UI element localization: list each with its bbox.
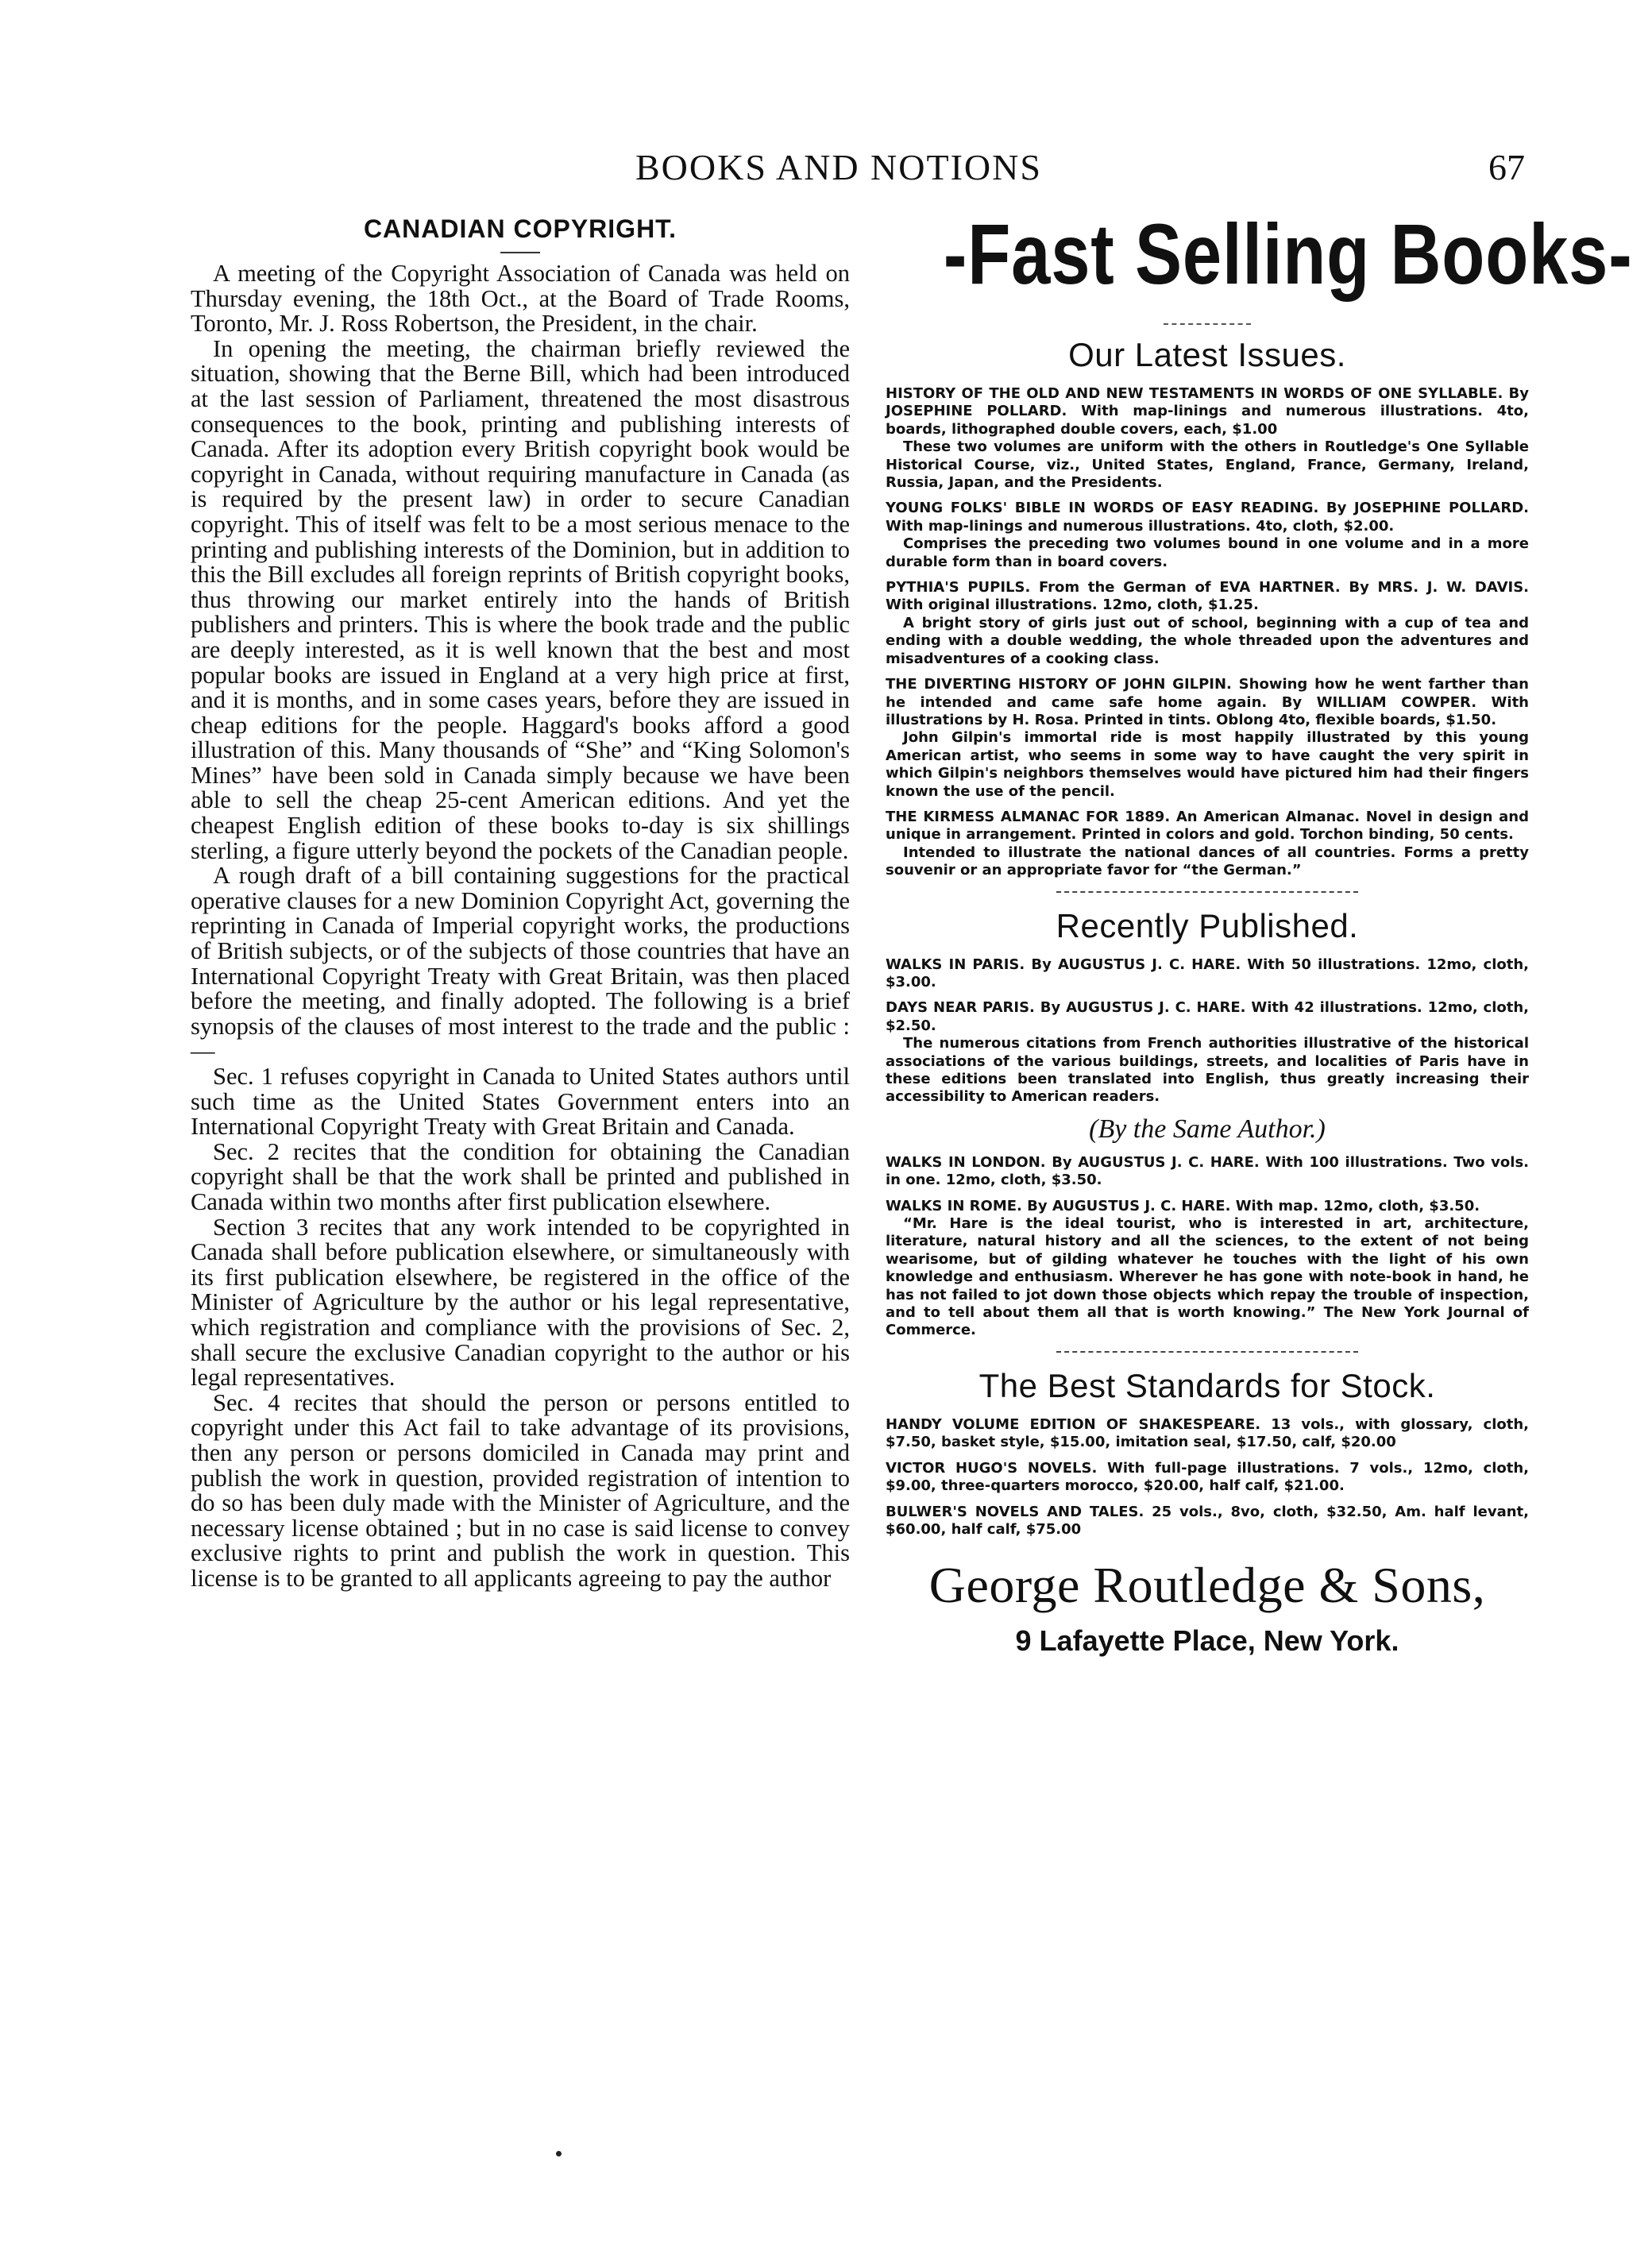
book-description: Intended to illustrate the national dances of all countries. Forms a pretty souvenir or an appropriate favor for “the German.” [886,844,1529,879]
page-mark [556,2151,562,2156]
article-paragraph: A rough draft of a bill containing suggestions for the practical operative clauses for a new Dominion Copyright Act, governing the reprinting in Canada of Imperial copyright works, the productions of British subjects, or of the subjects of those countries that have an International Copyright Treaty with Great Britain, was then placed before the meeting, and finally adopted. The following is a brief synopsis of the clauses of most interest to the trade and the public :— [191,862,850,1065]
latest-issues-list [886,385,1529,880]
book-listing: PYTHIA'S PUPILS. From the German of EVA HARTNER. By MRS. J. W. DAVIS. With original illustrations. 12mo, cloth, $1.25. [886,579,1529,614]
article-paragraph: Section 3 recites that any work intended to be copyrighted in Canada shall before publication elsewhere, or simultaneously with its first publication elsewhere, be registered in the office of the Minister of Agriculture by the author or his legal representative, which registration and compliance with the provisions of Sec. 2, shall secure the exclusive Canadian copyright to the author or his legal representatives. [191,1213,850,1392]
standards-list [886,1416,1529,1539]
page-number: 67 [1488,147,1525,187]
same-author-list [886,1154,1529,1340]
article-heading: CANADIAN COPYRIGHT. [363,214,677,243]
book-listing: THE DIVERTING HISTORY OF JOHN GILPIN. Showing how he went farther than he intended and came safe home again. By WILLIAM COWPER. With illustrations by H. Rosa. Printed in tints. Oblong 4to, flexible boards, $1.50. [886,676,1529,728]
advert-title: -Fast Selling Books- [943,206,1633,302]
book-entry [886,676,1529,801]
book-entry [886,385,1529,492]
same-author-subhead: (By the Same Author.) [1089,1114,1326,1144]
section-title-standards: The Best Standards for Stock. [978,1366,1436,1404]
book-entry [886,1154,1529,1190]
divider [1056,1351,1358,1353]
book-description: Comprises the preceding two volumes bound in one volume and in a more durable form than in board covers. [886,535,1529,570]
book-entry [886,1416,1529,1452]
book-description: These two volumes are uniform with the others in Routledge's One Syllable Historical Course, viz., United States, England, France, Germany, Ireland, Russia, Japan, and the Presidents. [886,438,1529,492]
article-paragraph: Sec. 1 refuses copyright in Canada to United States authors until such time as the United States Government enters into an International Copyright Treaty with Great Britain and Canada. [191,1063,850,1141]
book-entry [886,500,1529,571]
book-listing: HANDY VOLUME EDITION OF SHAKESPEARE. 13 vols., with glossary, cloth, $7.50, basket style, $15.00, imitation seal, $17.50, calf, $20.00 [886,1415,1529,1451]
book-entry [886,1504,1529,1539]
book-entry [886,999,1529,1106]
divider [1056,891,1358,893]
recent-list [886,956,1529,1106]
book-listing: HISTORY OF THE OLD AND NEW TESTAMENTS IN WORDS OF ONE SYLLABLE. By JOSEPHINE POLLARD. With map-linings and numerous illustrations. 4to, boards, lithographed double covers, each, $1.00 [886,385,1529,438]
divider [1164,323,1251,325]
book-listing: THE KIRMESS ALMANAC FOR 1889. An American Almanac. Novel in design and unique in arrangement. Printed in colors and gold. Torchon binding, 50 cents. [886,808,1529,844]
book-listing: VICTOR HUGO'S NOVELS. With full-page illustrations. 7 vols., 12mo, cloth, $9.00, three-quarters morocco, $20.00, half calf, $21.00. [886,1459,1529,1495]
book-description: John Gilpin's immortal ride is most happily illustrated by this young American artist, who seems in some way to have caught the very spirit in which Gilpin's neighbors themselves would have pictured him had their fingers known the use of the pencil. [886,729,1529,800]
book-listing: DAYS NEAR PARIS. By AUGUSTUS J. C. HARE. With 42 illustrations. 12mo, cloth, $2.50. [886,999,1529,1034]
heading-rule [500,252,540,253]
article-paragraph: Sec. 4 recites that should the person or persons entitled to copyright under this Act fail to take advantage of its provisions, then any person or persons domiciled in Canada may print and publish the work in question, provided registration of intention to do so has been duly made with the Minister of Agriculture, and the necessary license obtained ; but in no case is said license to convey exclusive rights to print and publish the work in question. This license is to be granted to all applicants agreeing to pay the author [191,1388,850,1592]
publisher-address: 9 Lafayette Place, New York. [1015,1624,1399,1658]
book-listing: BULWER'S NOVELS AND TALES. 25 vols., 8vo, cloth, $32.50, Am. half levant, $60.00, half calf, $75.00 [886,1503,1529,1538]
book-description: “Mr. Hare is the ideal tourist, who is interested in art, architecture, literature, natural history and all the sciences, to the extent of not being wearisome, but of gilding whatever he touches with the light of his own knowledge and enthusiasm. Wherever he has gone with note-book in hand, he has not failed to jot down those objects which repay the trouble of inspection, and to tell about them all that is worth knowing.” The New York Journal of Commerce. [886,1215,1529,1339]
article-paragraph: Sec. 2 recites that the condition for obtaining the Canadian copyright shall be that the work shall be printed and published in Canada within two months after first publication elsewhere. [191,1137,850,1215]
book-listing: WALKS IN PARIS. By AUGUSTUS J. C. HARE. With 50 illustrations. 12mo, cloth, $3.00. [886,956,1529,990]
advert-column [886,203,1633,1658]
book-listing: YOUNG FOLKS' BIBLE IN WORDS OF EASY READING. By JOSEPHINE POLLARD. With map-linings and numerous illustrations. 4to, cloth, $2.00. [886,500,1529,535]
book-entry [886,1460,1529,1496]
publisher-name: George Routledge & Sons, [928,1557,1486,1614]
section-title-recent: Recently Published. [1056,906,1359,944]
running-title: BOOKS AND NOTIONS [635,147,1042,187]
section-title-latest: Our Latest Issues. [1068,336,1346,373]
book-listing: WALKS IN ROME. By AUGUSTUS J. C. HARE. With map. 12mo, cloth, $3.50. [886,1197,1480,1214]
book-entry [886,956,1529,992]
article-paragraph: In opening the meeting, the chairman briefly reviewed the situation, showing that the Berne Bill, which had been introduced at the last session of Parliament, threatened the most disastrous consequences to the book, printing and publishing interests of Canada. After its adoption every British copyright book would be copyright in Canada, without requiring manufacture in Canada (as is required by the present law) in order to secure Canadian copyright. This of itself was felt to be a most serious menace to the printing and publishing interests of the Dominion, but in addition to this the Bill excludes all foreign reprints of British copyright books, thus throwing our market entirely into the hands of British publishers and printers. This is where the book trade and the public are deeply interested, as it is well known that the best and most popular books are issued in England at a very high price at first, and it is months, and in some cases years, before they are issued in cheap editions for the people. Haggard's books afford a good illustration of this. Many thousands of “She” and “King Solomon's Mines” have been sold in Canada simply because we have been able to sell the cheap 25-cent American editions. And yet the cheapest English edition of these books to-day is six shillings sterling, a figure utterly beyond the pockets of the Canadian people. [191,334,850,864]
book-entry [886,809,1529,880]
book-entry [886,579,1529,668]
article-paragraph: A meeting of the Copyright Association of Canada was held on Thursday evening, the 18th Oct., at the Board of Trade Rooms, Toronto, Mr. J. Ross Robertson, the President, in the chair. [191,260,850,338]
page-header [191,146,1525,194]
book-listing: WALKS IN LONDON. By AUGUSTUS J. C. HARE. With 100 illustrations. Two vols. in one. 12mo, cloth, $3.50. [886,1153,1529,1189]
book-description: A bright story of girls just out of school, beginning with a cup of tea and ending with a double wedding, the whole threaded upon the adventures and misadventures of a cooking class. [886,614,1529,667]
book-entry [886,1198,1529,1340]
article-column [191,214,850,1591]
book-description: The numerous citations from French authorities illustrative of the historical associations of the various buildings, streets, and localities of Paris have in these editions been translated into English, thus greatly increasing their accessibility to American readers. [886,1035,1529,1106]
